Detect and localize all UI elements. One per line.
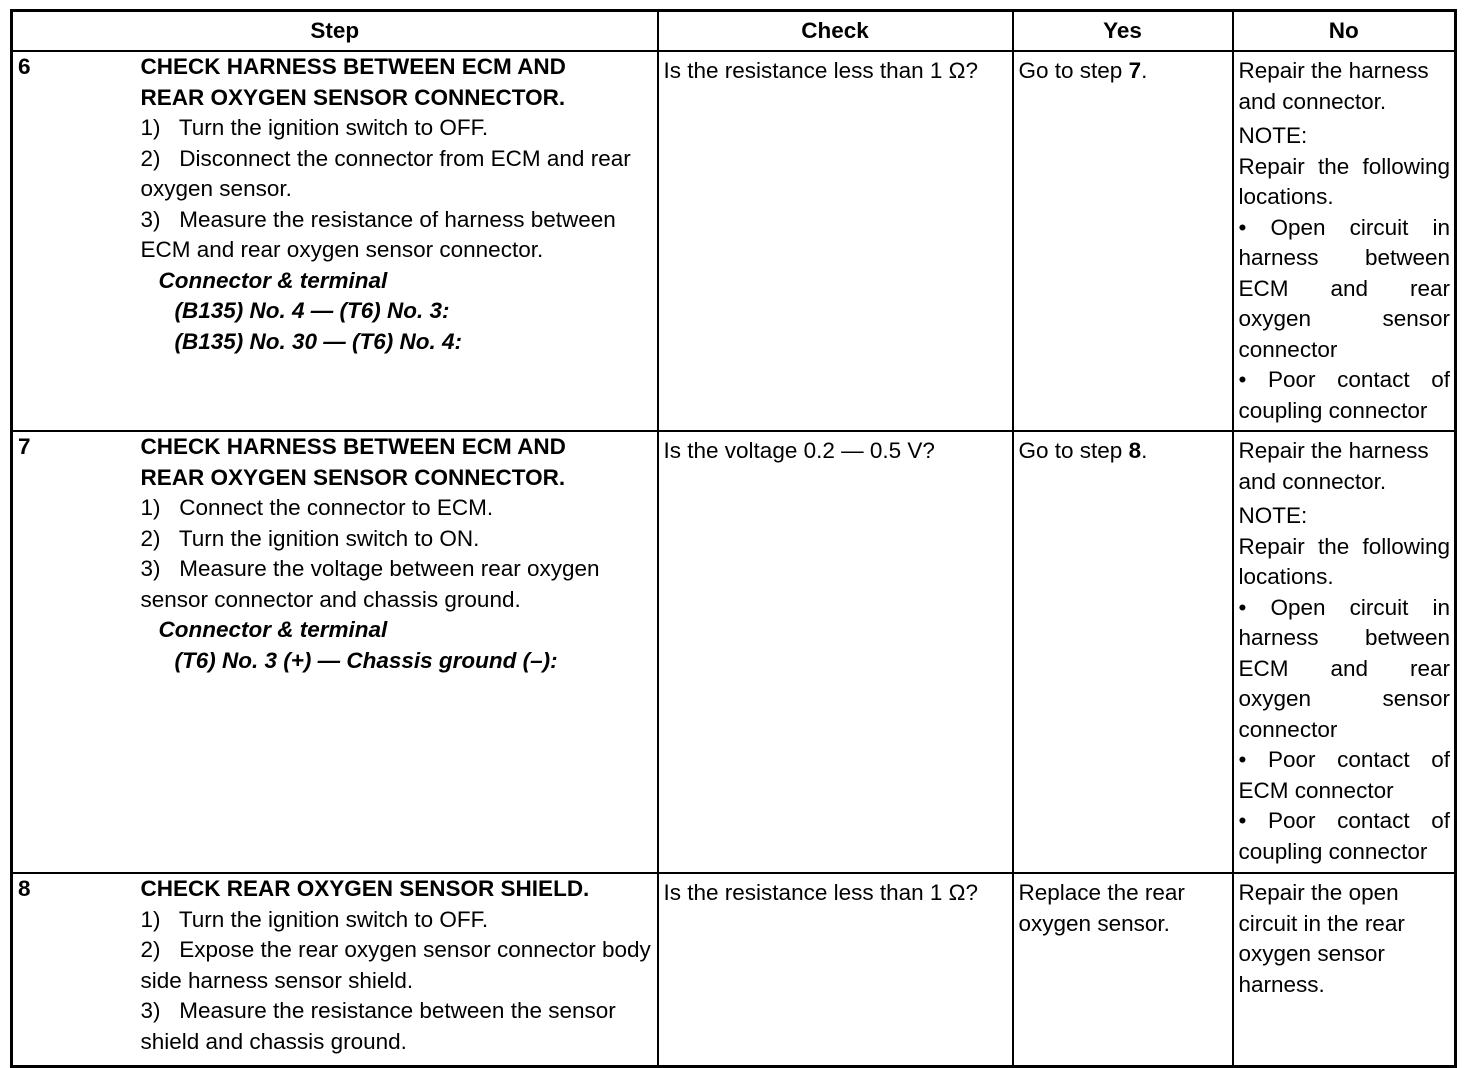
check-cell: Is the resistance less than 1 Ω? — [658, 51, 1013, 431]
yes-text: Go to step — [1018, 58, 1129, 83]
yes-cell — [1013, 51, 1233, 431]
spec-heading: Connector & terminal — [158, 267, 388, 293]
note-bullet: • Poor contact of coupling connector — [1238, 808, 1451, 864]
yes-suffix: . — [1141, 438, 1148, 463]
step-cell — [136, 873, 658, 1067]
yes-suffix: . — [1141, 58, 1148, 83]
check-cell: Is the resistance less than 1 Ω? — [658, 873, 1013, 1067]
note-bullet: • Poor contact of ECM connector — [1238, 747, 1451, 803]
note-text: Repair the following locations. — [1238, 153, 1451, 209]
table-row — [12, 873, 1456, 1067]
table-header-row — [12, 11, 1456, 52]
yes-cell — [1013, 431, 1233, 873]
step-instruction: 1) Turn the ignition switch to OFF. — [140, 115, 489, 140]
step-title: REAR OXYGEN SENSOR CONNECTOR. — [140, 464, 566, 490]
table-row — [12, 431, 1456, 873]
step-instruction: 1) Turn the ignition switch to OFF. — [140, 906, 489, 932]
note-label: NOTE: — [1238, 123, 1308, 148]
no-cell — [1233, 51, 1456, 431]
step-instruction: 3) Measure the resistance between the sensor shield and chassis ground. — [140, 998, 623, 1054]
step-title: CHECK HARNESS BETWEEN ECM AND — [140, 434, 566, 459]
step-number: 8 — [12, 873, 136, 1067]
step-title: REAR OXYGEN SENSOR CONNECTOR. — [140, 84, 566, 110]
no-cell — [1233, 431, 1456, 873]
step-cell — [136, 51, 658, 431]
step-instruction: 1) Connect the connector to ECM. — [140, 495, 494, 520]
spec-heading: Connector & terminal — [158, 617, 388, 642]
note-bullet: • Poor contact of coupling connector — [1238, 367, 1451, 423]
no-main: Repair the harness and connector. — [1238, 58, 1429, 114]
step-number: 7 — [12, 431, 136, 873]
diagnostic-table — [10, 9, 1457, 1068]
header-check: Check — [658, 11, 1013, 52]
header-yes: Yes — [1013, 11, 1233, 52]
spec-line: (B135) No. 30 — (T6) No. 4: — [174, 328, 463, 354]
step-title: CHECK REAR OXYGEN SENSOR SHIELD. — [140, 876, 590, 901]
step-link: 8 — [1128, 438, 1142, 463]
yes-cell: Replace the rear oxygen sensor. — [1013, 873, 1233, 1067]
yes-text: Go to step — [1018, 438, 1129, 463]
no-main: Repair the harness and connector. — [1238, 438, 1429, 494]
note-text: Repair the following locations. — [1238, 533, 1451, 589]
step-number: 6 — [12, 51, 136, 431]
spec-line: (B135) No. 4 — (T6) No. 3: — [174, 298, 450, 323]
no-cell: Repair the open circuit in the rear oxygen sensor harness. — [1233, 873, 1456, 1067]
spec-line: (T6) No. 3 (+) — Chassis ground (–): — [174, 647, 558, 673]
step-instruction: 3) Measure the resistance of harness between ECM and rear oxygen sensor connector. — [140, 206, 623, 262]
step-instruction: 3) Measure the voltage between rear oxygen sensor connector and chassis ground. — [140, 556, 606, 612]
step-instruction: 2) Expose the rear oxygen sensor connector body side harness sensor shield. — [140, 937, 658, 993]
header-no: No — [1233, 11, 1456, 52]
step-title: CHECK HARNESS BETWEEN ECM AND — [140, 54, 566, 79]
step-link: 7 — [1128, 58, 1142, 83]
table-row — [12, 51, 1456, 431]
header-step: Step — [12, 11, 658, 52]
step-cell — [136, 431, 658, 873]
step-instruction: 2) Disconnect the connector from ECM and rear oxygen sensor. — [140, 145, 637, 201]
note-bullet: • Open circuit in harness between ECM and rear oxygen sensor connector — [1238, 214, 1451, 362]
note-bullet: • Open circuit in harness between ECM and rear oxygen sensor connector — [1238, 594, 1451, 742]
step-instruction: 2) Turn the ignition switch to ON. — [140, 525, 480, 551]
note-label: NOTE: — [1238, 503, 1308, 528]
check-cell: Is the voltage 0.2 — 0.5 V? — [658, 431, 1013, 873]
